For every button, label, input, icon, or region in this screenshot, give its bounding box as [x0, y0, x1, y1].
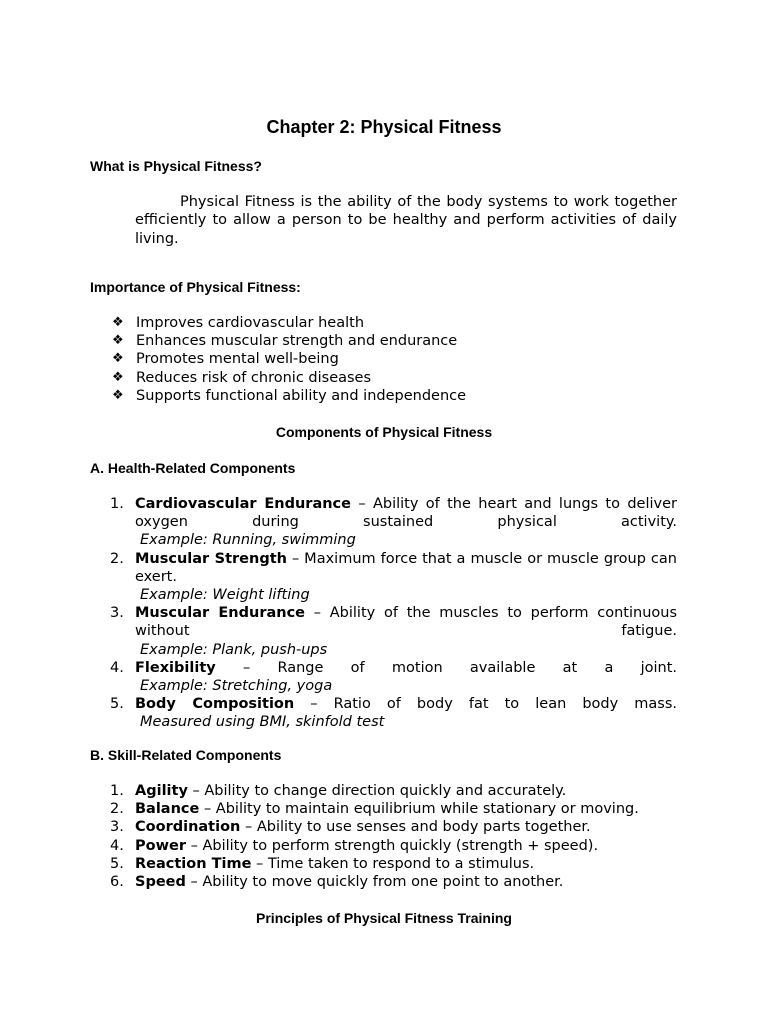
skill-related-heading: B. Skill-Related Components — [90, 747, 282, 763]
example-text: Example: Plank, push-ups — [140, 641, 328, 658]
skill-components-list — [110, 782, 677, 891]
example-text: Measured using BMI, skinfold test — [140, 714, 385, 731]
importance-list — [112, 314, 466, 405]
health-components-list — [110, 495, 677, 732]
example-text: Example: Stretching, yoga — [140, 678, 333, 695]
list-item: 3. Muscular Endurance – Ability of the muscles to perform continuous without fatigue. Example: Plank, push-ups — [110, 605, 677, 658]
principles-heading: Principles of Physical Fitness Training — [256, 910, 512, 926]
list-item: 2. Muscular Strength – Maximum force that a muscle or muscle group can exert. Example: Weight lifting — [110, 550, 677, 604]
list-item: 1. Agility – Ability to change direction quickly and accurately. — [110, 783, 567, 799]
what-is-heading: What is Physical Fitness? — [90, 158, 262, 174]
diamond-bullet-icon: ❖ — [112, 315, 124, 330]
list-item: ❖ Enhances muscular strength and endurance — [112, 333, 458, 350]
list-item: 1. Cardiovascular Endurance – Ability of the heart and lungs to deliver oxygen during sustained physical activity. Example: Running, swimming — [110, 496, 677, 549]
list-item: 2. Balance – Ability to maintain equilibrium while stationary or moving. — [110, 801, 639, 818]
diamond-bullet-icon: ❖ — [112, 351, 124, 367]
list-item: ❖ Supports functional ability and independence — [112, 387, 467, 404]
list-item: 4. Flexibility – Range of motion available at a joint. Example: Stretching, yoga — [110, 659, 677, 695]
importance-heading: Importance of Physical Fitness: — [90, 279, 301, 295]
example-text: Example: Weight lifting — [140, 587, 310, 604]
diamond-bullet-icon: ❖ — [112, 333, 124, 349]
definition-paragraph — [135, 193, 677, 248]
page-title: Chapter 2: Physical Fitness — [266, 117, 502, 137]
example-text: Example: Running, swimming — [140, 532, 356, 549]
list-item: ❖ Improves cardiovascular health — [112, 315, 365, 331]
components-heading: Components of Physical Fitness — [275, 424, 493, 440]
diamond-bullet-icon: ❖ — [112, 369, 124, 385]
list-item: 6. Speed – Ability to move quickly from one point to another. — [110, 874, 564, 891]
list-item: 5. Body Composition – Ratio of body fat to lean body mass. Measured using BMI, skinfold test — [110, 696, 677, 731]
definition-text: Physical Fitness is the ability of the body systems to work together efficiently to allow a person to be healthy and perform activities of daily living. — [135, 194, 677, 247]
health-related-heading: A. Health-Related Components — [90, 460, 296, 476]
list-item: 5. Reaction Time – Time taken to respond to a stimulus. — [110, 855, 535, 872]
diamond-bullet-icon: ❖ — [112, 387, 124, 403]
list-item: 3. Coordination – Ability to use senses and body parts together. — [110, 819, 591, 836]
list-item: ❖ Promotes mental well-being — [112, 351, 339, 368]
list-item: 4. Power – Ability to perform strength quickly (strength + speed). — [110, 837, 599, 854]
list-item: ❖ Reduces risk of chronic diseases — [112, 369, 372, 386]
